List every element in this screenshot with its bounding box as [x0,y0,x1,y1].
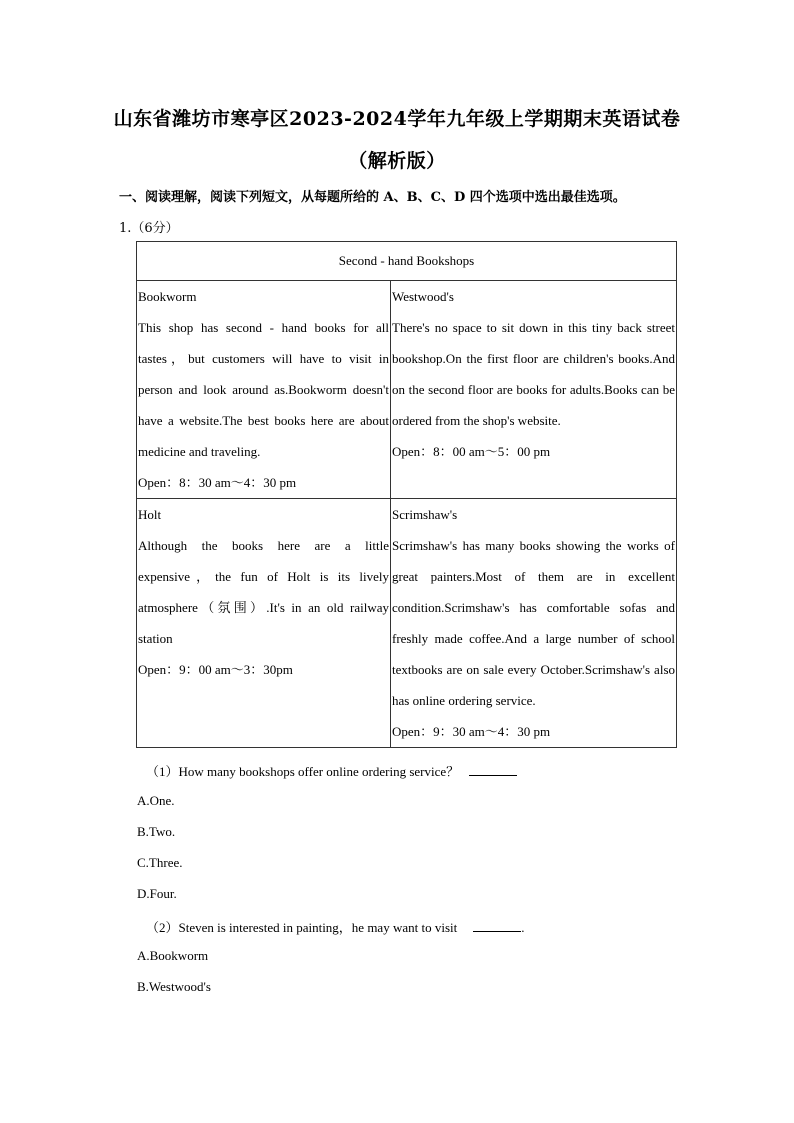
shop-cell-holt [137,499,391,748]
answer-blank[interactable] [469,763,517,776]
shop-hours: Open：9：30 am～4：30 pm [392,724,551,739]
option-a: A.One. [137,793,175,808]
shop-cell-scrimshaws [391,499,677,748]
table-header: Second - hand Bookshops [137,242,677,281]
answer-blank[interactable] [473,919,521,932]
shop-description: Although the books here are a little expensive，the fun of Holt is its lively atmosphere（氛围）.It's in an old railway station [138,538,389,646]
shop-cell-bookworm [137,281,391,499]
page-title: 山东省潍坊市寒亭区2023-2024学年九年级上学期期末英语试卷 [113,108,681,130]
section-heading: 一、阅读理解，阅读下列短文，从每题所给的 A、B、C、D 四个选项中选出最佳选项。 [119,190,626,205]
table-header-row [137,242,677,281]
shop-description: This shop has second - hand books for all tastes，but customers will have to visit in person and look around as.Bookworm doesn't have a website.The best books here are about medicine and traveling. [138,320,389,459]
question-text: （1）How many bookshops offer online ordering service？ [146,764,460,779]
question-1 [146,761,517,780]
shop-name: Scrimshaw's [392,507,458,522]
option-a: A.Bookworm [137,948,209,963]
shop-cell-westwoods [391,281,677,499]
shop-hours: Open：8：00 am～5：00 pm [392,444,551,459]
page-subtitle: （解析版） [348,150,446,172]
question-text: （2）Steven is interested in painting，he may want to visit [146,920,458,935]
shop-description: There's no space to sit down in this tiny back street bookshop.On the first floor are children's books.And on the second floor are books for adults.Books can be ordered from the shop's website. [392,320,676,428]
option-b: B.Westwood's [137,979,211,994]
bookshops-table [136,241,677,748]
table-row [137,499,677,748]
shop-description: Scrimshaw's has many books showing the works of great painters.Most of them are in excellent condition.Scrimshaw's has comfortable sofas and freshly made coffee.And a large number of school textbooks are on sale every October.Scrimshaw's also has online ordering service. [392,538,676,708]
table-row [137,281,677,499]
shop-name: Bookworm [138,289,197,304]
shop-name: Westwood's [392,289,454,304]
shop-hours: Open：9：00 am～3：30pm [138,662,293,677]
shop-hours: Open：8：30 am～4：30 pm [138,475,297,490]
option-b: B.Two. [137,824,176,839]
option-c: C.Three. [137,855,183,870]
option-d: D.Four. [137,886,177,901]
shop-name: Holt [138,507,162,522]
question-2 [146,917,524,936]
question-number: 1.（6分） [119,221,179,236]
question-trailing: . [521,920,525,935]
